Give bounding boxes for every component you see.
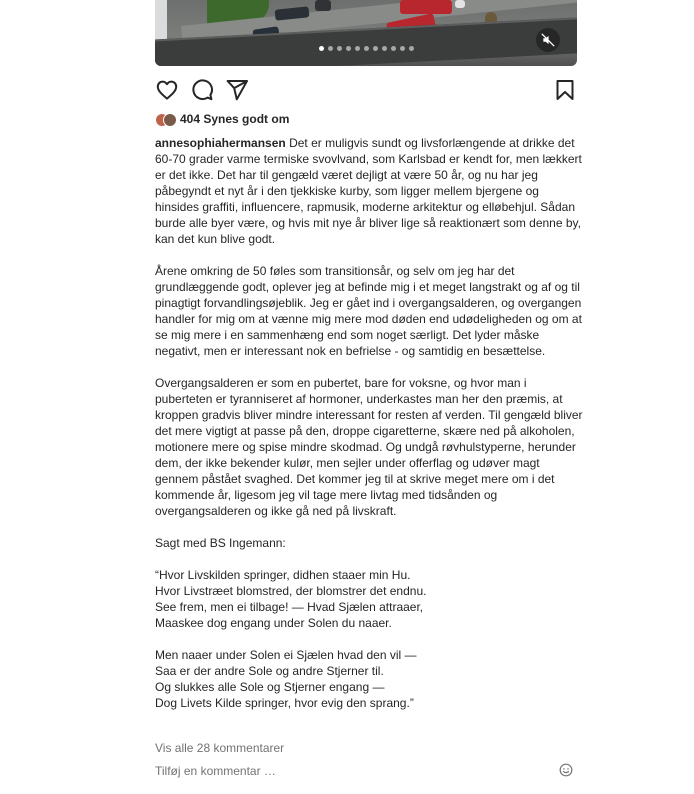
liker-avatars bbox=[155, 112, 177, 126]
carousel-dot bbox=[400, 46, 405, 51]
heart-icon[interactable] bbox=[155, 78, 179, 102]
carousel-dot bbox=[373, 46, 378, 51]
carousel-indicator bbox=[155, 46, 577, 51]
caption-text: Det er muligvis sundt og livsforlængende at drikke det 60-70 grader varme termiske svovlvand, som Karlsbad er kendt for, men lækkert er det ikke. Det har til gengæld været dejligt at være 50 år, og nu har jeg påbegyndt et nyt år i den tjekkiske kurby, som ligger mellem bjergene og hinsides graffiti, influencere, rapmusik, moderne arkitektur og elløbehjul. Sådan burde alle byer være, og hvis mit nye år bliver lige så reaktionært som denne by, kan det kun blive godt. Årene omkring de 50 føles som transitionsår, og selv om jeg har det grundlæggende godt, oplever jeg at befinde mig i et meget langstrakt og af og til pinagtigt forvandlingsøjeblik. Jeg er gået ind i overgangsalderen, og overgangen handler for mig om at vænne mig mere mod døden end udødeligheden og om at se mig mere i en sammenhæng end som noget særligt. Det lyder måske negativt, men er interessant nok en befrielse - og samtidig en besættelse. Overgangsalderen er som en pubertet, bare for voksne, og hvor man i puberteten er tyranniseret af hormoner, underkastes man her den præmis, at kroppen gradvis bliver mindre interessant for resten af verden. Til gengæld bliver det mere vigtigt at passe på den, droppe cigaretterne, skære ned på alkoholen, motionere mere og spise mindre skodmad. Og undgå røvhulstyperne, herunder dem, der ikke bekender kulør, men sejler under offerflag og udøver magt gennem påstået svaghed. Det kommer jeg til at skrive meget mere om i det kommende år, ligesom jeg vil tage mere livtag med tidsånden og overgangsalderen og ikke gå ned på livskraft. Sagt med BS Ingemann: “Hvor Livskilden springer, didhen staaer min Hu. Hvor Livstræet blomstred, der blomstrer det endnu. See frem, men ei tilbage! — Hvad Sjælen attraaer, Maaskee dog engang under Solen du naaer. Men naaer under Solen ei Sjælen hvad den vil — Saa er der andre Sole og andre Stjerner til. Og slukkes alle Sole og Stjerner engang — Dog Livets Kilde springer, hvor evig den sprang.” bbox=[155, 136, 583, 710]
building-wall bbox=[155, 0, 167, 44]
likes-row[interactable] bbox=[155, 111, 289, 127]
carousel-dot bbox=[337, 46, 342, 51]
car bbox=[455, 0, 465, 8]
carousel-dot bbox=[355, 46, 360, 51]
smiley-icon[interactable] bbox=[559, 763, 573, 777]
carousel-dot bbox=[391, 46, 396, 51]
carousel-dot bbox=[328, 46, 333, 51]
post-caption bbox=[155, 135, 583, 711]
carousel-dot bbox=[319, 46, 324, 51]
car bbox=[400, 0, 452, 14]
speaker-muted-icon bbox=[541, 33, 555, 47]
post-media[interactable] bbox=[155, 0, 577, 66]
comment-bubble-icon[interactable] bbox=[190, 78, 214, 102]
paper-plane-icon[interactable] bbox=[225, 78, 249, 102]
carousel-dot bbox=[364, 46, 369, 51]
bookmark-icon[interactable] bbox=[553, 78, 577, 102]
carousel-dot bbox=[409, 46, 414, 51]
car bbox=[315, 0, 331, 11]
carousel-dot bbox=[346, 46, 351, 51]
caption-username[interactable]: annesophiahermansen bbox=[155, 136, 286, 150]
likes-count[interactable]: 404 Synes godt om bbox=[180, 112, 290, 126]
add-comment-row bbox=[155, 762, 577, 780]
mute-button[interactable] bbox=[536, 28, 560, 52]
view-all-comments-link[interactable]: Vis alle 28 kommentarer bbox=[155, 741, 285, 755]
post-actions bbox=[155, 78, 577, 102]
carousel-dot bbox=[382, 46, 387, 51]
comment-input[interactable] bbox=[155, 762, 535, 780]
avatar bbox=[163, 113, 177, 127]
